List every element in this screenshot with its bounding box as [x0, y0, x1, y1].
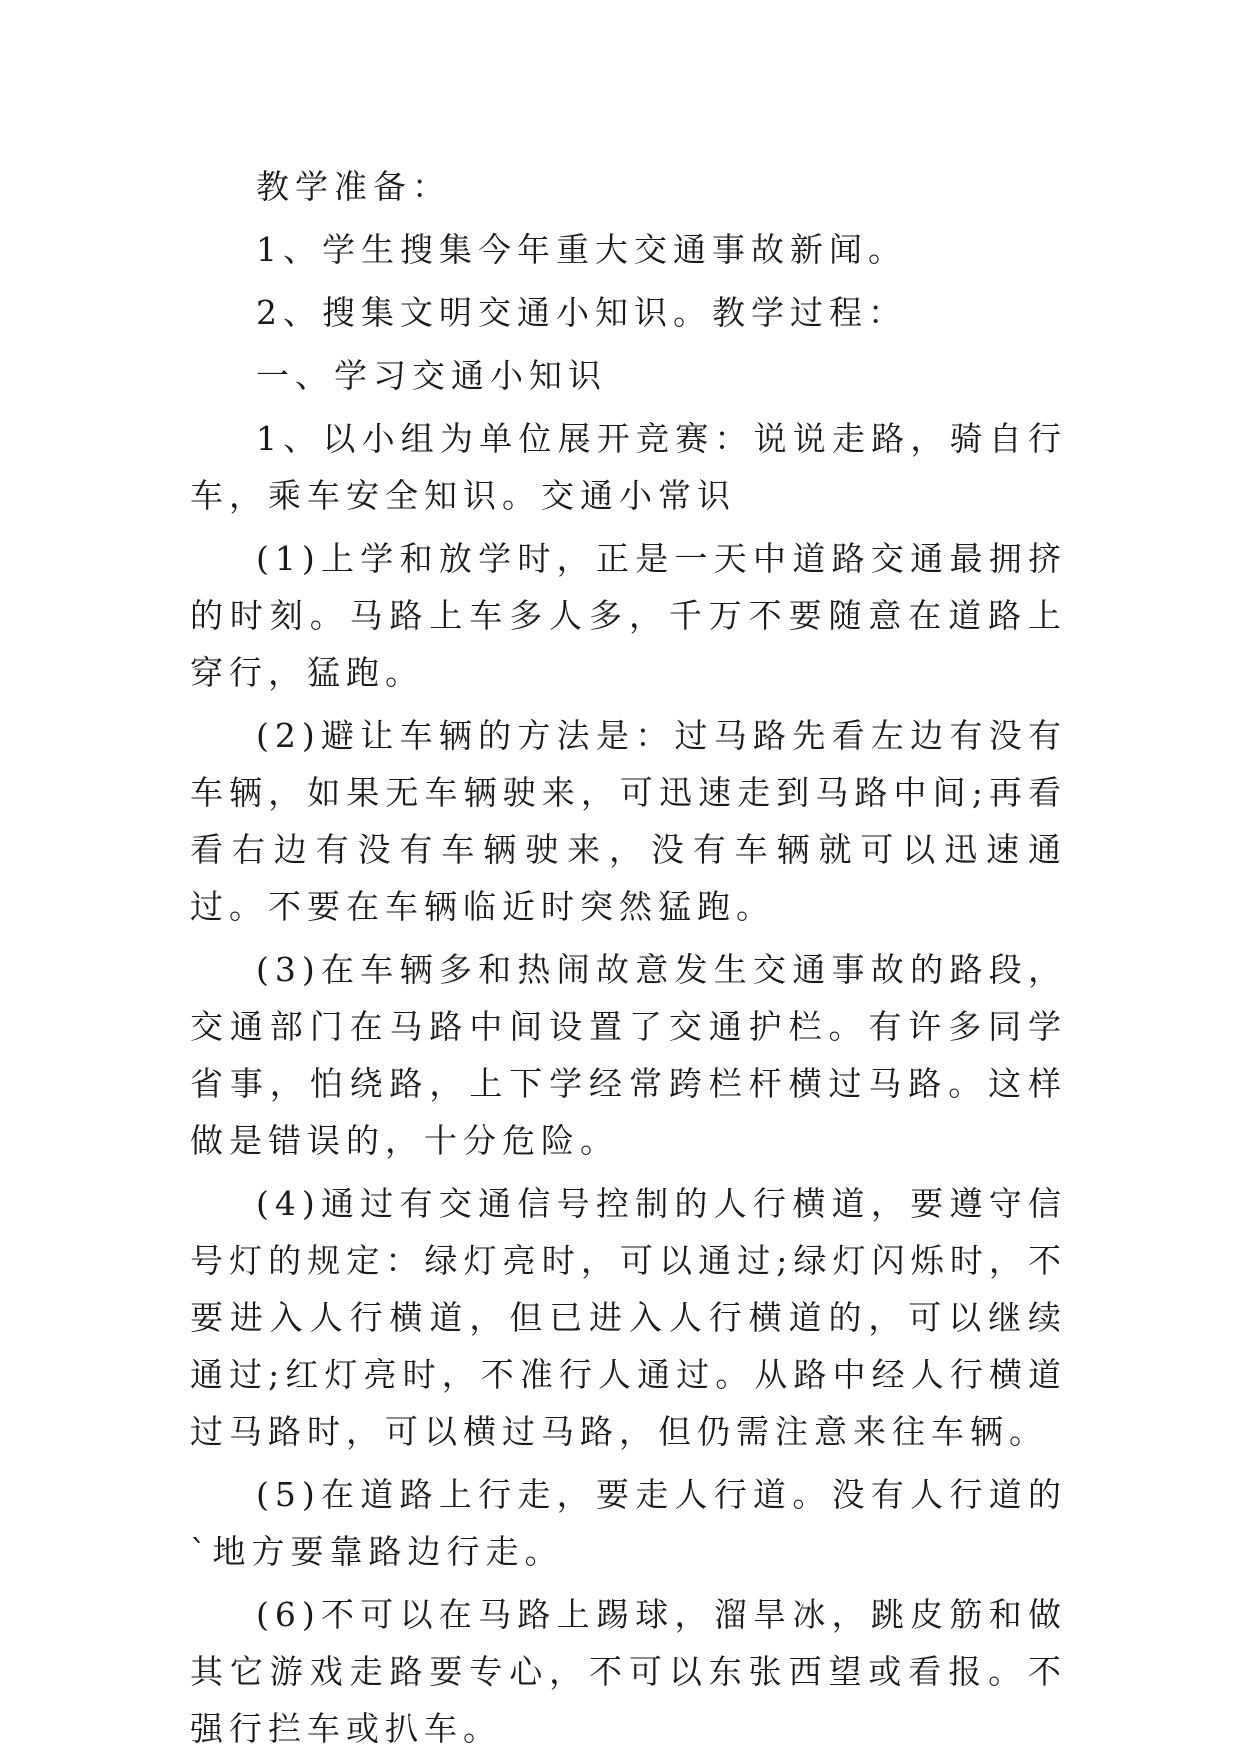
paragraph-tip-4: (4)通过有交通信号控制的人行横道，要遵守信号灯的规定：绿灯亮时，可以通过;绿灯闪烁时，不要进入人行横道，但已进入人行横道的，可以继续通过;红灯亮时，不准行人通过。从路中经人行横道过马路时，可以横过马路，但仍需注意来往车辆。 — [190, 1184, 1067, 1451]
paragraph-competition: 1、以小组为单位展开竞赛：说说走路，骑自行车，乘车安全知识。交通小常识 — [190, 419, 1067, 515]
paragraph-tip-1: (1)上学和放学时，正是一天中道路交通最拥挤的时刻。马路上车多人多，千万不要随意在道路上穿行，猛跑。 — [190, 539, 1067, 692]
paragraph-section-heading: 一、学习交通小知识 — [256, 356, 607, 395]
paragraph-tip-6: (6)不可以在马路上踢球，溜旱冰，跳皮筋和做其它游戏走路要专心，不可以东张西望或看报。不强行拦车或扒车。 — [190, 1595, 1067, 1748]
paragraph-prep-item-2: 2、搜集文明交通小知识。教学过程： — [256, 293, 907, 332]
document-page — [190, 158, 1067, 1757]
paragraph-prep-item-1: 1、学生搜集今年重大交通事故新闻。 — [256, 230, 907, 269]
paragraph-tip-5: (5)在道路上行走，要走人行道。没有人行道的`地方要靠路边行走。 — [190, 1475, 1067, 1571]
paragraph-tip-2: (2)避让车辆的方法是：过马路先看左边有没有车辆，如果无车辆驶来，可迅速走到马路中间;再看看右边有没有车辆驶来，没有车辆就可以迅速通过。不要在车辆临近时突然猛跑。 — [190, 716, 1067, 926]
paragraph-teaching-prep-heading: 教学准备： — [256, 167, 451, 206]
paragraph-tip-3: (3)在车辆多和热闹故意发生交通事故的路段，交通部门在马路中间设置了交通护栏。有许多同学省事，怕绕路，上下学经常跨栏杆横过马路。这样做是错误的，十分危险。 — [190, 950, 1067, 1160]
